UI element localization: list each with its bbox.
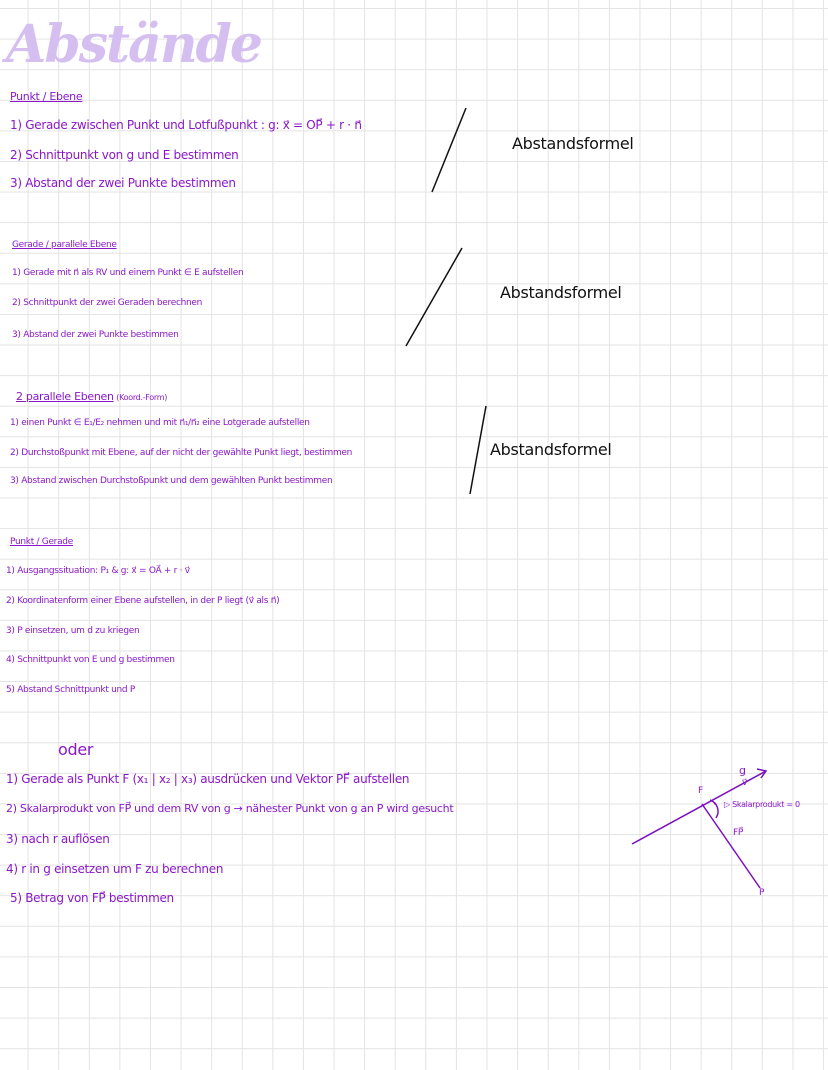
label-v: v⃗ [742,778,748,788]
alternative-note: Abstandsformel [512,134,634,153]
page-title: Abstände [6,14,261,75]
step: 2) Koordinatenform einer Ebene aufstellen, in der P liegt (v⃗ als n⃗) [6,596,280,606]
step: 4) Schnittpunkt von E und g bestimmen [6,655,175,665]
step: 4) r in g einsetzen um F zu berechnen [6,862,224,876]
divider-slash [432,108,466,192]
step: 2) Durchstoßpunkt mit Ebene, auf der nicht der gewählte Punkt liegt, bestimmen [10,448,353,458]
section-heading: 2 parallele Ebenen [16,390,114,403]
oder-label: oder [58,740,94,759]
divider-slash [470,406,486,494]
label-p: P [759,888,765,898]
step: 3) P einsetzen, um d zu kriegen [6,626,140,636]
step: 3) Abstand der zwei Punkte bestimmen [12,330,179,340]
step: 3) Abstand der zwei Punkte bestimmen [10,176,236,190]
scalar-note: ▷ Skalarprodukt = 0 [724,800,800,809]
step: 2) Schnittpunkt von g und E bestimmen [10,148,239,162]
step: 1) einen Punkt ∈ E₁/E₂ nehmen und mit n⃗₁/n⃗₂ eine Lotgerade aufstellen [10,418,310,428]
step: 2) Skalarprodukt von FP⃗ und dem RV von g → nähester Punkt von g an P wird gesucht [6,802,454,815]
step: 1) Ausgangssituation: P₁ & g: x⃗ = OA⃗ + r · v⃗ [6,566,190,576]
section-heading: Punkt / Gerade [10,537,73,547]
heading-note: (Koord.-Form) [116,393,168,402]
alternative-note: Abstandsformel [500,283,622,302]
step: 1) Gerade als Punkt F (x₁ | x₂ | x₃) ausdrücken und Vektor PF⃗ aufstellen [6,772,410,786]
line-fp [702,804,760,888]
divider-slash [406,248,462,346]
step: 5) Betrag von FP⃗ bestimmen [10,891,174,905]
alternative-note: Abstandsformel [490,440,612,459]
right-angle-dot: · [713,800,716,810]
step: 2) Schnittpunkt der zwei Geraden berechnen [12,298,203,308]
step: 3) Abstand zwischen Durchstoßpunkt und dem gewählten Punkt bestimmen [10,476,333,486]
step: 1) Gerade zwischen Punkt und Lotfußpunkt : g: x⃗ = OP⃗ + r · n⃗ [10,118,362,132]
step: 5) Abstand Schnittpunkt und P [6,685,136,695]
section-heading: Gerade / parallele Ebene [12,240,117,250]
label-f: F [698,786,703,796]
step: 3) nach r auflösen [6,832,110,846]
label-fp: FP⃗ [733,828,744,838]
step: 1) Gerade mit n⃗ als RV und einem Punkt ∈ E aufstellen [12,268,244,278]
section-heading: Punkt / Ebene [10,90,83,103]
label-g: g [739,764,746,777]
